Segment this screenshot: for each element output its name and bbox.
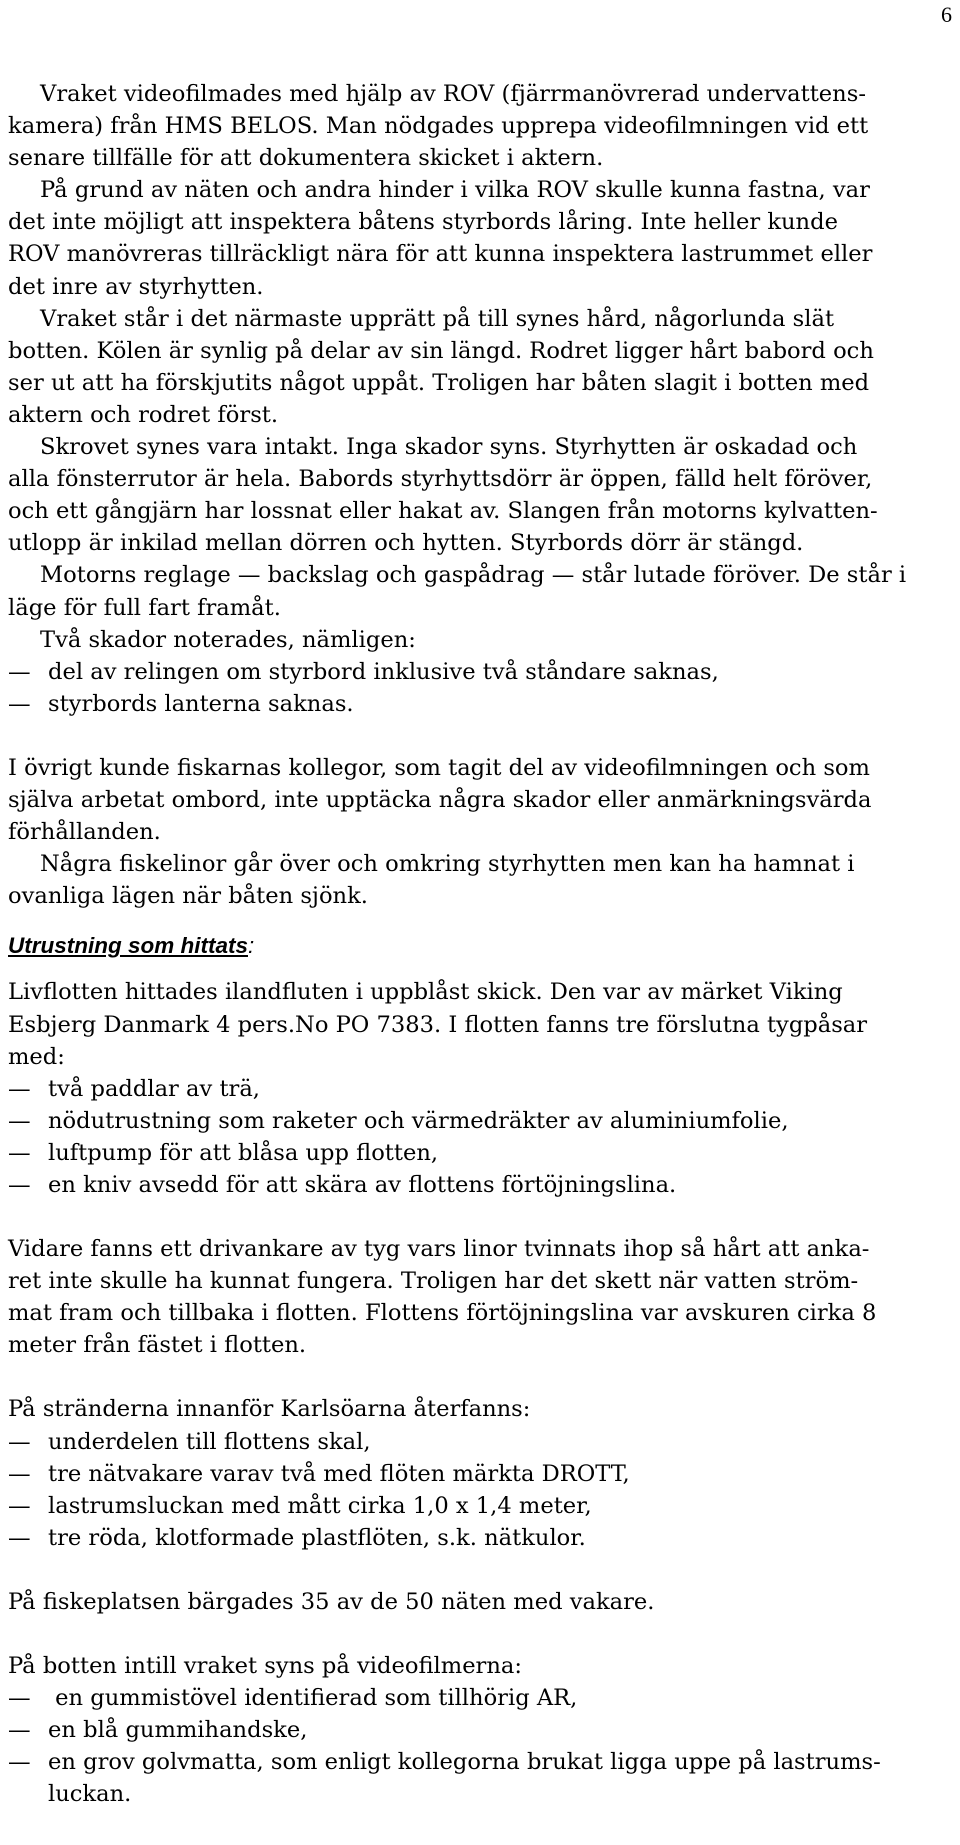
text-line: ovanliga lägen när båten sjönk. (8, 883, 368, 910)
list-item-text: en blå gummihandske, (48, 1717, 308, 1744)
list-item (8, 1682, 948, 1714)
text-line: ret inte skulle ha kunnat fungera. Troligen har det skett när vatten ström- (8, 1268, 859, 1295)
document-body (8, 78, 948, 1811)
list-item (8, 1073, 948, 1105)
text-line: med: (8, 1043, 65, 1070)
list-item (8, 1458, 948, 1490)
text-line: det inte möjligt att inspektera båtens styrbords låring. Inte heller kunde (8, 209, 838, 236)
text-line: senare tillfälle för att dokumentera skicket i aktern. (8, 145, 604, 172)
list-item (8, 1490, 948, 1522)
dash-bullet: — (8, 1172, 31, 1198)
dash-bullet: — (8, 1492, 31, 1519)
text-line: Livflotten hittades ilandfluten i uppblåst skick. Den var av märket Viking (8, 979, 843, 1006)
list-item-continuation (8, 1778, 948, 1810)
paragraph-hull (8, 431, 948, 559)
dash-spacer (8, 1778, 48, 1810)
list-item-text: underdelen till flottens skal, (48, 1428, 371, 1455)
dash-bullet: — (8, 1717, 31, 1744)
paragraph-seabed (8, 1650, 948, 1810)
paragraph-shores (8, 1393, 948, 1553)
paragraph-rov-cont (8, 110, 948, 174)
dash-bullet: — (8, 1075, 31, 1102)
section-heading-colon: : (248, 933, 255, 959)
paragraph-drift-anchor (8, 1233, 948, 1361)
text-line: På fiskeplatsen bärgades 35 av de 50 näten med vakare. (8, 1588, 655, 1615)
section-heading (8, 930, 948, 962)
page-number: 6 (941, 2, 952, 27)
paragraph-fishing-site (8, 1586, 948, 1618)
dash-bullet: — (8, 1685, 31, 1712)
list-item-text: lastrumsluckan med mått cirka 1,0 x 1,4 meter, (48, 1492, 592, 1519)
text-line: Vraket står i det närmaste upprätt på till synes hård, någorlunda slät (40, 305, 835, 332)
paragraph-fishing-lines (8, 848, 948, 912)
text-line: mat fram och tillbaka i flotten. Flottens förtöjningslina var avskuren cirka 8 (8, 1300, 877, 1327)
text-line: På grund av näten och andra hinder i vilka ROV skulle kunna fastna, var (40, 177, 870, 204)
text-line: botten. Kölen är synlig på delar av sin längd. Rodret ligger hårt babord och (8, 337, 874, 364)
list-item (8, 1522, 948, 1554)
list-item (8, 688, 948, 720)
dash-bullet: — (8, 1749, 31, 1776)
text-line: läge för full fart framåt. (8, 594, 281, 621)
list-item-text: nödutrustning som raketer och värmedräkter av aluminiumfolie, (48, 1107, 789, 1134)
list-item (8, 1169, 948, 1201)
list-item-text: tre röda, klotformade plastflöten, s.k. nätkulor. (48, 1524, 586, 1551)
text-line: alla fönsterrutor är hela. Babords styrhyttsdörr är öppen, fälld helt föröver, (8, 466, 873, 493)
paragraph-controls (8, 559, 948, 623)
dash-bullet: — (8, 1139, 31, 1166)
text-line: Motorns reglage — backslag och gaspådrag — står lutade föröver. De står i (40, 562, 907, 589)
list-item-text: en grov golvmatta, som enligt kollegorna brukat ligga uppe på lastrums- (48, 1749, 881, 1776)
dash-bullet: — (8, 1428, 31, 1455)
dash-bullet: — (8, 690, 31, 717)
text-line: aktern och rodret först. (8, 401, 279, 428)
list-item-text: luckan. (48, 1781, 132, 1808)
list-item (8, 1714, 948, 1746)
section-heading-text: Utrustning som hittats (8, 933, 248, 959)
text-line: ROV manövreras tillräckligt nära för att kunna inspektera lastrummet eller (8, 241, 873, 268)
text-line: utlopp är inkilad mellan dörren och hytten. Styrbords dörr är stängd. (8, 530, 804, 557)
list-item-text: två paddlar av trä, (48, 1075, 260, 1102)
text-line: På botten intill vraket syns på videofilmerna: (8, 1653, 522, 1680)
text-line: kamera) från HMS BELOS. Man nödgades upprepa videofilmningen vid ett (8, 113, 869, 140)
list-item-text: del av relingen om styrbord inklusive två ståndare saknas, (48, 658, 719, 685)
dash-bullet: — (8, 1107, 31, 1134)
list-item (8, 1426, 948, 1458)
list-item (8, 1137, 948, 1169)
text-line: ser ut att ha förskjutits något uppåt. Troligen har båten slagit i botten med (8, 369, 870, 396)
list-item-text: tre nätvakare varav två med flöten märkta DROTT, (48, 1460, 630, 1487)
text-line: meter från fästet i flotten. (8, 1332, 307, 1359)
dash-bullet: — (8, 658, 31, 685)
list-item-text: luftpump för att blåsa upp flotten, (48, 1139, 439, 1166)
paragraph-rov (8, 78, 948, 110)
paragraph-wreck-position (8, 303, 948, 431)
dash-bullet: — (8, 1460, 31, 1487)
paragraph-colleagues (8, 752, 948, 848)
text-line: Skrovet synes vara intakt. Inga skador syns. Styrhytten är oskadad och (40, 434, 858, 461)
text-line: Några fiskelinor går över och omkring styrhytten men kan ha hamnat i (40, 851, 855, 878)
text-line: förhållanden. (8, 819, 161, 846)
dash-bullet: — (8, 1524, 31, 1551)
list-item (8, 656, 948, 688)
list-item-text: styrbords lanterna saknas. (48, 690, 354, 717)
list-item-text: en gummistövel identifierad som tillhörig AR, (48, 1685, 578, 1712)
list-item-text: en kniv avsedd för att skära av flottens förtöjningslina. (48, 1172, 677, 1198)
paragraph-damages (8, 624, 948, 720)
paragraph-obstacles (8, 174, 948, 302)
text-line: Esbjerg Danmark 4 pers.No PO 7383. I flotten fanns tre förslutna tygpåsar (8, 1011, 868, 1038)
text-line: Vidare fanns ett drivankare av tyg vars linor tvinnats ihop så hårt att anka- (8, 1236, 870, 1263)
list-item (8, 1105, 948, 1137)
text-line: På stränderna innanför Karlsöarna återfanns: (8, 1396, 531, 1423)
text-line: I övrigt kunde fiskarnas kollegor, som tagit del av videofilmningen och som (8, 754, 870, 781)
text-line: det inre av styrhytten. (8, 273, 264, 300)
text-line: och ett gångjärn har lossnat eller hakat av. Slangen från motorns kylvatten- (8, 498, 878, 525)
text-line: själva arbetat ombord, inte upptäcka några skador eller anmärkningsvärda (8, 786, 872, 813)
text-line: Två skador noterades, nämligen: (40, 626, 416, 653)
list-item (8, 1746, 948, 1778)
paragraph-liferaft (8, 976, 948, 1201)
text-line: Vraket videofilmades med hjälp av ROV (fjärrmanövrerad undervattens- (40, 81, 866, 107)
